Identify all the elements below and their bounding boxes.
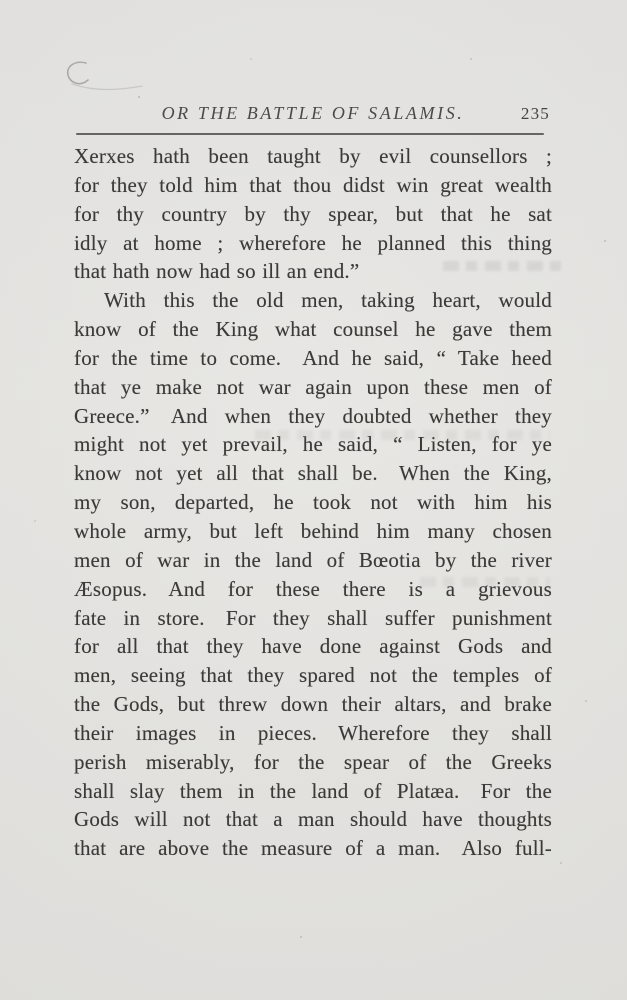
text-line: the Gods, but threw down their altars, and brake — [74, 692, 552, 717]
text-line: whole army, but left behind him many chosen — [74, 518, 552, 543]
text-line: perish miserably, for the spear of the Greeks — [74, 749, 552, 774]
text-line: fate in store. For they shall suffer punishment — [74, 605, 552, 630]
text-line: that hath now had so ill an end.” — [74, 259, 360, 284]
show-through-mark — [443, 261, 561, 271]
text-line: for all that they have done against Gods and — [74, 634, 552, 659]
page-number: 235 — [520, 104, 550, 123]
text-line: idly at home ; wherefore he planned this thing — [74, 230, 552, 255]
text-line: for thy country by thy spear, but that he sat — [74, 201, 552, 226]
text-line: know of the King what counsel he gave them — [74, 317, 552, 342]
show-through-mark — [255, 430, 550, 440]
text-line: Gods will not that a man should have thoughts — [74, 807, 552, 832]
running-title: OR THE BATTLE OF SALAMIS. — [161, 103, 465, 123]
text-line: that ye make not war again upon these men of — [74, 374, 552, 399]
text-line: their images in pieces. Wherefore they shall — [74, 720, 552, 745]
text-line: Æsopus. And for these there is a grievous — [74, 576, 552, 601]
text-line: for they told him that thou didst win great wealth — [74, 172, 552, 197]
text-line: shall slay them in the land of Platæa. For the — [74, 778, 552, 803]
scan-speckles — [0, 0, 2, 2]
text-line: my son, departed, he took not with him his — [74, 490, 552, 515]
page-body — [74, 142, 552, 863]
header-rule — [76, 133, 544, 135]
text-line: that are above the measure of a man. Also full- — [74, 836, 552, 861]
pencil-mark — [58, 52, 158, 100]
text-line: men of war in the land of Bœotia by the river — [74, 547, 552, 572]
text-line: With this the old men, taking heart, would — [104, 288, 552, 313]
show-through-mark — [420, 577, 550, 587]
text-line: might not yet prevail, he said, “ Listen, for ye — [74, 432, 552, 457]
text-line: Xerxes hath been taught by evil counsellors ; — [74, 144, 552, 168]
text-line: men, seeing that they spared not the temples of — [74, 663, 552, 688]
text-line: know not yet all that shall be. When the King, — [74, 461, 552, 486]
paragraph — [74, 286, 552, 863]
text-line: Greece.” And when they doubted whether they — [74, 403, 552, 428]
text-line: for the time to come. And he said, “ Take heed — [74, 345, 552, 370]
page-header — [74, 103, 552, 129]
